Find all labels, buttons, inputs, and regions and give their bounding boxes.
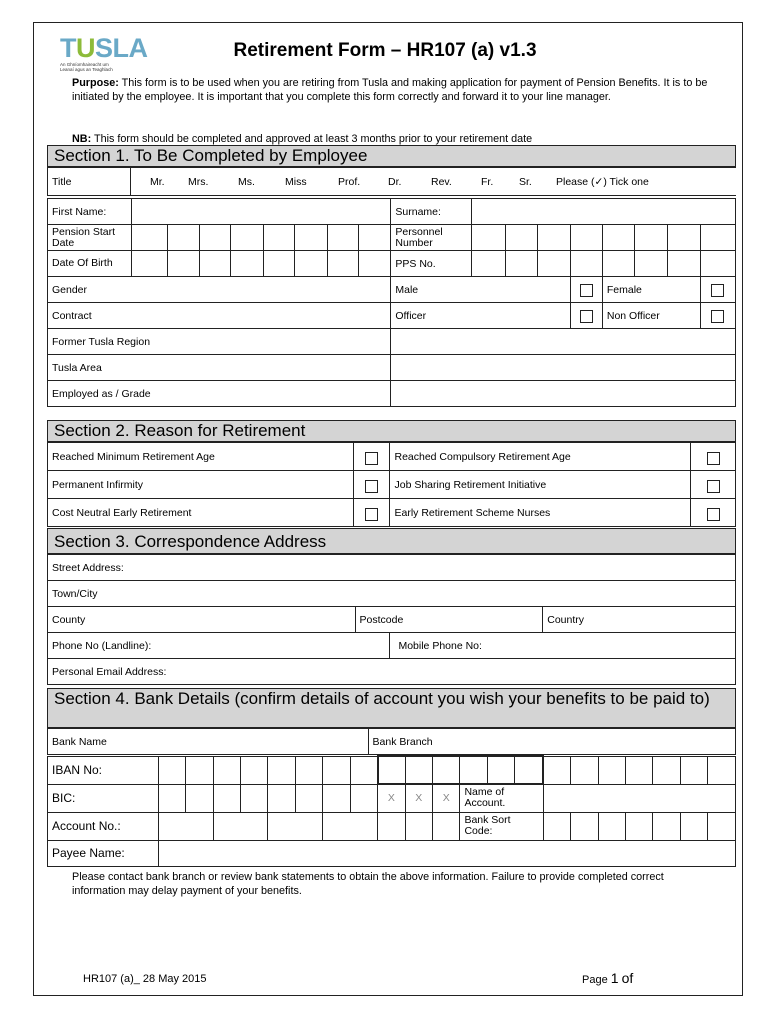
email-label[interactable]: Personal Email Address: [48,659,736,685]
bic-x-box: X [378,784,405,812]
officer-checkbox-cell[interactable] [570,303,602,329]
nb-label: NB: [72,133,92,145]
account-no-box[interactable] [405,812,432,840]
town-city-label[interactable]: Town/City [48,581,736,607]
reason-compulsory-checkbox[interactable] [707,452,720,465]
bic-box[interactable] [186,784,213,812]
iban-box[interactable] [350,756,377,784]
section3-address [47,554,736,685]
account-no-box[interactable] [323,812,378,840]
logo-wordmark: TUSLA [60,33,148,63]
sort-code-box[interactable] [598,812,625,840]
nb-text: This form should be completed and approved at least 3 months prior to your retirement date [94,133,533,145]
title-label: Title [48,168,131,196]
male-checkbox-cell[interactable] [570,277,602,303]
payee-name-label: Payee Name: [48,840,159,866]
account-no-label: Account No.: [48,812,159,840]
section4-bank-grid [47,755,736,867]
reason-compulsory-checkbox-cell[interactable] [691,443,736,471]
section3-heading: Section 3. Correspondence Address [47,528,736,554]
purpose-label: Purpose: [72,77,119,89]
iban-box[interactable] [405,756,432,784]
bic-box[interactable] [323,784,350,812]
personnel-number-box[interactable] [471,225,505,251]
tick-note: Please (✓) Tick one [556,175,649,188]
first-name-label: First Name: [48,199,132,225]
sort-code-box[interactable] [571,812,598,840]
title-rev[interactable]: Rev. [431,175,452,188]
pension-start-box[interactable] [327,225,358,251]
personnel-number-label: Personnel Number [391,225,472,251]
section1-title-row [47,167,736,196]
reason-infirmity-checkbox[interactable] [365,480,378,493]
reason-infirmity: Permanent Infirmity [48,471,354,499]
employed-as-field[interactable] [391,381,736,407]
male-checkbox[interactable] [580,284,593,297]
dob-box[interactable] [294,251,327,277]
title-options[interactable] [131,168,737,196]
page-label: Page [582,974,608,986]
bic-box[interactable] [241,784,268,812]
female-label: Female [602,277,700,303]
pension-start-label: Pension Start Date [48,225,132,251]
iban-box[interactable] [268,756,295,784]
iban-box[interactable] [433,756,460,784]
pension-start-box[interactable] [294,225,327,251]
reason-compulsory-age: Reached Compulsory Retirement Age [390,443,691,471]
pps-box[interactable] [668,251,700,277]
male-label: Male [391,277,570,303]
reason-cost-neutral: Cost Neutral Early Retirement [48,499,354,527]
mobile-phone-label[interactable]: Mobile Phone No: [390,633,736,659]
reason-min-age-checkbox-cell[interactable] [353,443,390,471]
officer-label: Officer [391,303,570,329]
section2-reasons [47,442,736,527]
iban-box[interactable] [213,756,240,784]
surname-field[interactable] [471,199,735,225]
reason-job-sharing-checkbox[interactable] [707,480,720,493]
non-officer-checkbox-cell[interactable] [700,303,735,329]
reason-nurses: Early Retirement Scheme Nurses [390,499,691,527]
employed-as-label: Employed as / Grade [48,381,391,407]
reason-nurses-checkbox-cell[interactable] [691,499,736,527]
dob-box[interactable] [231,251,263,277]
bic-box[interactable] [295,784,322,812]
reason-cost-neutral-checkbox-cell[interactable] [353,499,390,527]
bic-label: BIC: [48,784,159,812]
page-current: 1 [610,970,619,986]
pps-box[interactable] [635,251,668,277]
tusla-area-field[interactable] [391,355,736,381]
reason-job-sharing-checkbox-cell[interactable] [691,471,736,499]
sort-code-box[interactable] [708,812,736,840]
pps-box[interactable] [602,251,634,277]
iban-box[interactable] [653,756,680,784]
logo-subtitle-1: An Ghníomhaireacht um [60,62,109,67]
title-sr[interactable]: Sr. [519,175,532,188]
account-no-box[interactable] [268,812,323,840]
reason-nurses-checkbox[interactable] [707,508,720,521]
reason-job-sharing: Job Sharing Retirement Initiative [390,471,691,499]
sort-code-box[interactable] [626,812,653,840]
former-region-label: Former Tusla Region [48,329,391,355]
title-miss[interactable]: Miss [285,175,307,188]
iban-box[interactable] [487,756,514,784]
dob-box[interactable] [167,251,199,277]
pension-start-box[interactable] [231,225,263,251]
bic-x-box: X [405,784,432,812]
bic-box[interactable] [268,784,295,812]
section4-bank-names [47,728,736,755]
bank-branch-label[interactable]: Bank Branch [368,729,735,755]
section1-heading: Section 1. To Be Completed by Employee [47,145,736,167]
bic-box[interactable] [350,784,377,812]
iban-box[interactable] [186,756,213,784]
former-region-field[interactable] [391,329,736,355]
pps-box[interactable] [538,251,570,277]
pps-box[interactable] [471,251,505,277]
contract-label: Contract [48,303,391,329]
footer-reference: HR107 (a)_ 28 May 2015 [83,973,207,985]
title-mr[interactable]: Mr. [150,175,165,188]
sort-code-label: Bank Sort Code: [460,812,543,840]
personnel-number-box[interactable] [700,225,735,251]
title-prof[interactable]: Prof. [338,175,361,188]
country-label[interactable]: Country [543,607,736,633]
postcode-label[interactable]: Postcode [355,607,543,633]
pps-box[interactable] [700,251,735,277]
section2-heading: Section 2. Reason for Retirement [47,420,736,442]
bic-box[interactable] [213,784,240,812]
purpose-text: This form is to be used when you are retiring from Tusla and making application for payment of Pension Benefits. It is to be initiated by the employee. It is important that you complete this form correctly and forward it to your line manager. [72,77,708,103]
account-no-box[interactable] [213,812,268,840]
logo-subtitle-2: Leanaí agus an Teaghlach [60,67,113,72]
personnel-number-box[interactable] [506,225,538,251]
dob-box[interactable] [263,251,294,277]
pension-start-box[interactable] [200,225,231,251]
title-mrs[interactable]: Mrs. [188,175,209,188]
name-of-account-field[interactable] [543,784,735,812]
iban-box[interactable] [323,756,350,784]
iban-box[interactable] [680,756,707,784]
personnel-number-box[interactable] [570,225,602,251]
female-checkbox[interactable] [711,284,724,297]
iban-label: IBAN No: [48,756,159,784]
sort-code-box[interactable] [653,812,680,840]
pension-start-box[interactable] [359,225,391,251]
bank-name-label[interactable]: Bank Name [48,729,369,755]
gender-label: Gender [48,277,391,303]
footer-page-number [582,970,633,986]
pps-label: PPS No. [391,251,472,277]
pps-box[interactable] [506,251,538,277]
bank-info-notice: Please contact bank branch or review bank statements to obtain the above information. Failure to provide completed correct information may delay payment of your benefits. [72,871,664,897]
bic-x-box: X [433,784,460,812]
phone-landline-label[interactable]: Phone No (Landline): [48,633,390,659]
pension-start-box[interactable] [131,225,167,251]
reason-min-age-checkbox[interactable] [365,452,378,465]
iban-box[interactable] [158,756,185,784]
section1-details [47,198,736,407]
reason-infirmity-checkbox-cell[interactable] [353,471,390,499]
personnel-number-box[interactable] [538,225,570,251]
iban-box[interactable] [460,756,487,784]
sort-code-box[interactable] [680,812,707,840]
dob-box[interactable] [327,251,358,277]
non-officer-checkbox[interactable] [711,310,724,323]
iban-box[interactable] [543,756,570,784]
dob-label: Date Of Birth [48,251,132,277]
personnel-number-box[interactable] [602,225,634,251]
iban-box[interactable] [378,756,405,784]
female-checkbox-cell[interactable] [700,277,735,303]
title-dr[interactable]: Dr. [388,175,402,188]
dob-box[interactable] [131,251,167,277]
name-of-account-label: Name of Account. [460,784,543,812]
county-label[interactable]: County [48,607,356,633]
account-no-box[interactable] [158,812,213,840]
iban-box[interactable] [626,756,653,784]
title-ms[interactable]: Ms. [238,175,255,188]
title-fr[interactable]: Fr. [481,175,494,188]
section4-heading: Section 4. Bank Details (confirm details of account you wish your benefits to be paid to) [47,688,736,728]
personnel-number-box[interactable] [635,225,668,251]
iban-box[interactable] [571,756,598,784]
dob-box[interactable] [359,251,391,277]
tusla-area-label: Tusla Area [48,355,391,381]
sort-code-box[interactable] [543,812,570,840]
payee-name-field[interactable] [158,840,735,866]
purpose-paragraph [72,76,712,104]
account-no-box[interactable] [433,812,460,840]
street-address-label[interactable]: Street Address: [48,555,736,581]
account-no-box[interactable] [378,812,405,840]
iban-box[interactable] [295,756,322,784]
non-officer-label: Non Officer [602,303,700,329]
bic-box[interactable] [158,784,185,812]
reason-cost-neutral-checkbox[interactable] [365,508,378,521]
reason-min-age: Reached Minimum Retirement Age [48,443,354,471]
pps-box[interactable] [570,251,602,277]
surname-label: Surname: [391,199,472,225]
page-of: of [621,970,634,986]
iban-box[interactable] [708,756,736,784]
iban-box[interactable] [598,756,625,784]
officer-checkbox[interactable] [580,310,593,323]
nb-note [72,133,532,145]
dob-box[interactable] [200,251,231,277]
pension-start-box[interactable] [263,225,294,251]
form-title: Retirement Form – HR107 (a) v1.3 [233,40,537,61]
iban-box[interactable] [515,756,543,784]
first-name-field[interactable] [131,199,391,225]
personnel-number-box[interactable] [668,225,700,251]
iban-box[interactable] [241,756,268,784]
pension-start-box[interactable] [167,225,199,251]
